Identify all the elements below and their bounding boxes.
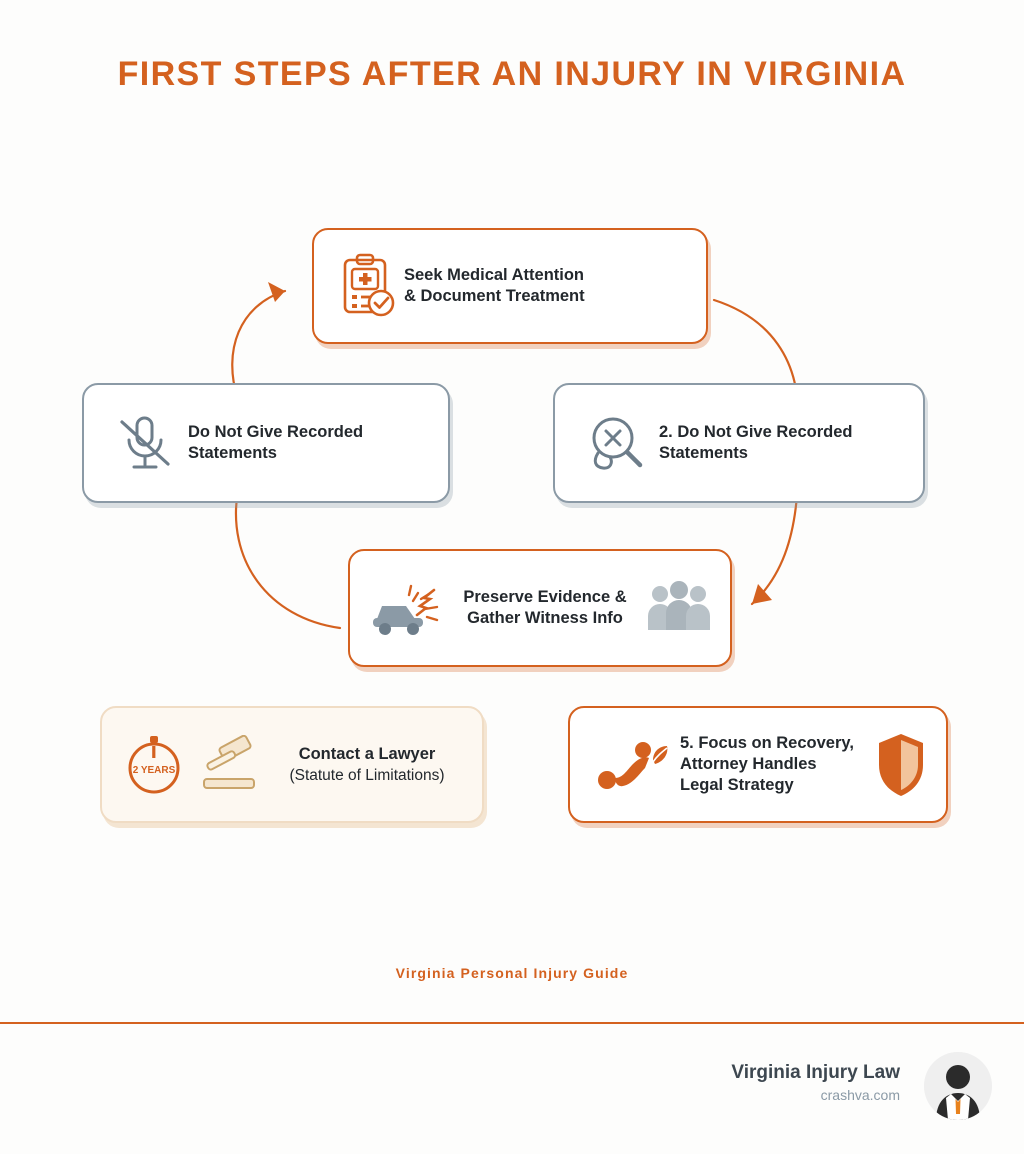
step-label-line1: Seek Medical Attention — [404, 266, 585, 284]
step-card-label — [266, 744, 468, 786]
recovery-therapy-icon — [584, 734, 680, 796]
step-label-line2: Attorney Handles — [680, 755, 817, 773]
step-card-focus-on-recovery[interactable] — [568, 706, 948, 823]
stopwatch-badge-text: 2 YEARS — [132, 764, 176, 776]
shield-icon — [870, 731, 932, 799]
step-label-line2: Statements — [659, 444, 748, 462]
step-label-line2: Gather Witness Info — [467, 609, 623, 627]
step-card-label — [450, 587, 640, 629]
page-title: FIRST STEPS AFTER AN INJURY IN VIRGINIA — [117, 55, 907, 93]
step-label-line2: (Statute of Limitations) — [289, 766, 445, 784]
step-card-label — [404, 265, 585, 307]
brand-block — [731, 1060, 900, 1105]
person-avatar-icon — [924, 1052, 992, 1120]
step-label-line1: Contact a Lawyer — [298, 744, 436, 763]
brand-url[interactable]: crashva.com — [820, 1087, 900, 1103]
magnifier-x-icon — [573, 412, 659, 474]
brand-name: Virginia Injury Law — [731, 1062, 900, 1083]
witness-group-icon — [640, 578, 716, 638]
footer-divider — [0, 1022, 1024, 1024]
stopwatch-two-years-icon — [116, 732, 192, 798]
step-card-label — [659, 422, 852, 464]
step-label-line1: 2. Do Not Give Recorded — [659, 423, 853, 441]
step-card-preserve-evidence[interactable] — [348, 549, 732, 667]
step-label-line3: Legal Strategy — [680, 776, 794, 794]
step-card-seek-medical-attention[interactable] — [312, 228, 708, 344]
step-card-label — [188, 422, 363, 464]
step-label-line2: Statements — [188, 444, 277, 462]
car-crash-icon — [364, 575, 450, 641]
step-card-label — [680, 733, 870, 796]
step-label-line1: 5. Focus on Recovery, — [680, 734, 854, 752]
step-card-do-not-give-recorded-statements-right[interactable] — [553, 383, 925, 503]
step-label-line2: & Document Treatment — [404, 287, 585, 305]
step-card-contact-a-lawyer[interactable] — [100, 706, 484, 823]
crossed-microphone-icon — [102, 412, 188, 474]
step-label-line1: Preserve Evidence & — [463, 588, 627, 606]
clipboard-medical-icon — [332, 253, 404, 319]
step-label-line1: Do Not Give Recorded — [188, 423, 364, 441]
gavel-icon — [192, 735, 266, 795]
guide-label: Virginia Personal Injury Guide — [395, 965, 629, 981]
step-card-do-not-give-recorded-statements-left[interactable] — [82, 383, 450, 503]
